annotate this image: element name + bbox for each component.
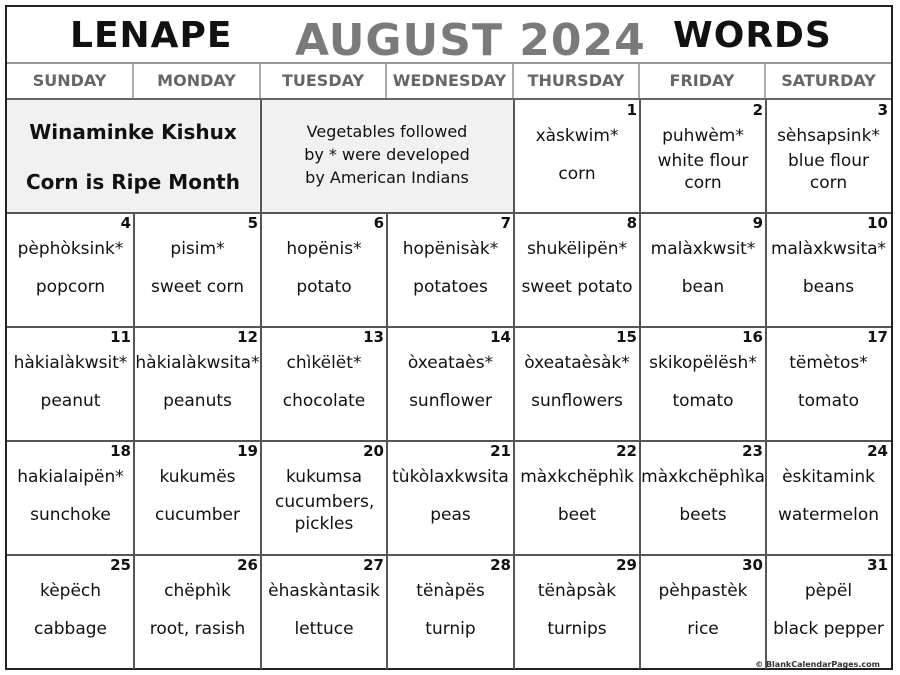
lenape-word — [640, 353, 766, 373]
lenape-word-text: chìkëlët — [286, 353, 353, 373]
day-cell — [7, 555, 134, 669]
english-translation: popcorn — [35, 277, 106, 297]
day-number: 10 — [867, 214, 888, 232]
english-translation: turnips — [547, 619, 607, 639]
day-number: 28 — [490, 556, 511, 574]
day-number: 20 — [363, 442, 384, 460]
day-number: 17 — [867, 328, 888, 346]
lenape-word-text: màxkchëphìka — [641, 467, 765, 487]
native-vegetable-marker: * — [484, 353, 494, 373]
lenape-word — [134, 239, 261, 259]
title-left: LENAPE — [70, 15, 233, 56]
lenape-word — [261, 353, 387, 373]
day-number: 6 — [373, 214, 384, 232]
title-row — [5, 5, 893, 66]
english-translation: peanuts — [163, 391, 232, 411]
title-month: AUGUST 2024 — [295, 15, 646, 66]
english-translation: sunflower — [409, 391, 492, 411]
day-number: 1 — [626, 101, 637, 119]
lenape-word-text: kukumsa — [285, 467, 363, 487]
lenape-word-text: malàxkwsit — [650, 239, 747, 259]
lenape-word — [7, 353, 134, 373]
vegetables-note — [261, 100, 513, 212]
day-number: 22 — [616, 442, 637, 460]
day-number: 5 — [247, 214, 258, 232]
day-cell — [640, 100, 766, 213]
weekday-monday: MONDAY — [134, 64, 261, 98]
native-vegetable-marker: * — [859, 353, 868, 373]
day-cell — [514, 100, 640, 213]
english-translation: rice — [687, 619, 719, 639]
day-cell — [134, 555, 261, 669]
lenape-word — [766, 353, 891, 373]
weekday-tuesday: TUESDAY — [261, 64, 387, 98]
month-name-english: Corn is Ripe Month — [26, 170, 240, 194]
english-translation: watermelon — [777, 505, 880, 525]
day-cell — [640, 213, 766, 327]
title-right: WORDS — [673, 15, 832, 56]
lenape-word-text: sèhsapsink — [777, 126, 872, 146]
day-cell — [261, 441, 387, 555]
day-number: 3 — [877, 101, 888, 119]
native-vegetable-marker: * — [118, 353, 128, 373]
weekday-thursday: THURSDAY — [514, 64, 640, 98]
lenape-word-text: tënàpës — [416, 581, 485, 601]
day-cell — [387, 555, 514, 669]
day-number: 11 — [110, 328, 131, 346]
day-number: 2 — [752, 101, 763, 119]
day-cell — [261, 555, 387, 669]
lenape-word — [134, 467, 261, 487]
footer-credit: © BlankCalendarPages.com — [755, 660, 880, 669]
lenape-word — [640, 467, 766, 487]
english-translation: beets — [679, 505, 727, 525]
english-translation: sweet potato — [521, 277, 633, 297]
lenape-word-text: pisim — [170, 239, 217, 259]
lenape-word-text: puhwèm — [662, 126, 736, 146]
lenape-word — [514, 126, 640, 146]
lenape-word — [387, 353, 514, 373]
lenape-word-text: hàkialàkwsit — [13, 353, 119, 373]
english-translation: bean — [681, 277, 725, 297]
lenape-word-text: skikopëlësh — [649, 353, 749, 373]
english-translation: potatoes — [413, 277, 488, 297]
lenape-word-text: hopënis — [286, 239, 354, 259]
day-number: 15 — [616, 328, 637, 346]
lenape-word — [514, 467, 640, 487]
native-vegetable-marker: * — [251, 353, 260, 373]
english-translation: peas — [430, 505, 471, 525]
native-vegetable-marker: * — [115, 467, 124, 487]
lenape-word-text: xàskwim — [535, 126, 610, 146]
lenape-word-text: shukëlipën — [526, 239, 619, 259]
day-cell — [640, 555, 766, 669]
lenape-word-text: malàxkwsita — [770, 239, 878, 259]
lenape-word-text: kukumës — [159, 467, 236, 487]
day-cell — [387, 327, 514, 441]
lenape-word-text: òxeataèsàk — [524, 353, 622, 373]
english-translation: cabbage — [33, 619, 107, 639]
weekday-saturday: SATURDAY — [781, 71, 876, 90]
lenape-word — [7, 581, 134, 601]
day-number: 24 — [867, 442, 888, 460]
month-name-lenape: Winaminke Kishux — [29, 120, 237, 144]
english-translation: tomato — [672, 391, 734, 411]
lenape-word — [134, 581, 261, 601]
english-translation: turnip — [425, 619, 476, 639]
english-translation: sunflowers — [531, 391, 623, 411]
day-number: 12 — [237, 328, 258, 346]
lenape-word — [766, 581, 891, 601]
lenape-word-text: pèphòksink — [17, 239, 115, 259]
english-translation: sweet corn — [151, 277, 244, 297]
day-number: 9 — [752, 214, 763, 232]
lenape-word-text: kèpëch — [39, 581, 102, 601]
lenape-word — [134, 353, 261, 373]
lenape-word — [7, 467, 134, 487]
day-cell — [640, 441, 766, 555]
lenape-word — [766, 467, 891, 487]
english-translation: beet — [557, 505, 597, 525]
day-number: 8 — [626, 214, 637, 232]
day-number: 21 — [490, 442, 511, 460]
native-vegetable-marker: * — [746, 239, 756, 259]
native-vegetable-marker: * — [216, 239, 225, 259]
day-number: 30 — [742, 556, 763, 574]
native-vegetable-marker: * — [871, 126, 880, 146]
lenape-word — [514, 239, 640, 259]
english-translation: corn — [558, 164, 596, 184]
day-number: 27 — [363, 556, 384, 574]
weekday-wednesday: WEDNESDAY — [387, 64, 514, 98]
lenape-word-text: tënàpsàk — [537, 581, 617, 601]
day-cell — [134, 327, 261, 441]
lenape-word-text: pèpël — [804, 581, 853, 601]
day-cell — [514, 441, 640, 555]
day-number: 26 — [237, 556, 258, 574]
native-vegetable-marker: * — [735, 126, 744, 146]
day-cell — [387, 441, 514, 555]
lenape-word-text: òxeataès — [407, 353, 485, 373]
native-vegetable-marker: * — [621, 353, 630, 373]
lenape-word — [640, 126, 766, 146]
day-cell — [7, 327, 134, 441]
day-cell — [261, 213, 387, 327]
english-translation: cucumbers, pickles — [275, 492, 375, 534]
day-cell — [134, 441, 261, 555]
lenape-word — [514, 353, 640, 373]
weekday-friday: FRIDAY — [640, 64, 766, 98]
english-translation: tomato — [797, 391, 860, 411]
english-translation: blue flour corn — [787, 151, 870, 193]
day-number: 19 — [237, 442, 258, 460]
day-number: 13 — [363, 328, 384, 346]
lenape-word — [640, 581, 766, 601]
lenape-word-text: hàkialàkwsita — [135, 353, 252, 373]
english-translation: white flour corn — [657, 151, 749, 193]
day-cell — [514, 327, 640, 441]
day-number: 7 — [500, 214, 511, 232]
lenape-word — [387, 467, 514, 487]
day-number: 23 — [742, 442, 763, 460]
month-name-note — [7, 100, 259, 212]
native-vegetable-marker: * — [609, 126, 619, 146]
lenape-word-text: èskitamink — [782, 467, 875, 487]
day-cell — [7, 441, 134, 555]
weekday-sunday: SUNDAY — [7, 64, 134, 98]
english-translation: peanut — [40, 391, 101, 411]
native-vegetable-marker: * — [877, 239, 887, 259]
lenape-word-text: èhaskàntasik — [268, 581, 380, 601]
day-cell — [766, 327, 891, 441]
day-cell — [134, 213, 261, 327]
day-cell — [766, 213, 891, 327]
english-translation: potato — [296, 277, 352, 297]
day-number: 29 — [616, 556, 637, 574]
day-number: 31 — [867, 556, 888, 574]
lenape-word-text: hopënisàk — [402, 239, 490, 259]
day-number: 18 — [110, 442, 131, 460]
day-number: 4 — [120, 214, 131, 232]
lenape-word-text: tùkòlaxkwsita — [392, 467, 509, 487]
vegetables-note-line-2: by * were developed — [304, 145, 470, 164]
lenape-word-text: tëmètos — [789, 353, 860, 373]
lenape-word-text: màxkchëphìk — [520, 467, 634, 487]
lenape-word — [514, 581, 640, 601]
day-cell — [7, 213, 134, 327]
day-cell — [387, 213, 514, 327]
lenape-word — [261, 239, 387, 259]
lenape-word — [387, 581, 514, 601]
english-translation: sunchoke — [30, 505, 111, 525]
day-cell — [766, 555, 891, 669]
day-cell — [640, 327, 766, 441]
lenape-word — [261, 467, 387, 487]
day-number: 16 — [742, 328, 763, 346]
lenape-word — [7, 239, 134, 259]
day-number: 14 — [490, 328, 511, 346]
native-vegetable-marker: * — [748, 353, 757, 373]
lenape-word-text: pèhpastèk — [658, 581, 748, 601]
native-vegetable-marker: * — [114, 239, 124, 259]
english-translation: lettuce — [294, 619, 354, 639]
day-cell — [514, 555, 640, 669]
vegetables-note-line-3: by American Indians — [305, 168, 469, 187]
english-translation: beans — [802, 277, 855, 297]
lenape-word-text: hakialaipën — [17, 467, 116, 487]
english-translation: chocolate — [282, 391, 366, 411]
native-vegetable-marker: * — [352, 353, 362, 373]
day-cell — [514, 213, 640, 327]
day-number: 25 — [110, 556, 131, 574]
vegetables-note-line-1: Vegetables followed — [306, 122, 468, 141]
native-vegetable-marker: * — [353, 239, 362, 259]
day-cell — [766, 441, 891, 555]
english-translation: cucumber — [154, 505, 241, 525]
english-translation: black pepper — [773, 619, 884, 639]
day-cell — [261, 327, 387, 441]
lenape-word — [640, 239, 766, 259]
lenape-word — [766, 239, 891, 259]
lenape-word-text: chëphìk — [164, 581, 231, 601]
english-translation: root, rasish — [149, 619, 246, 639]
day-cell — [766, 100, 891, 213]
lenape-word — [387, 239, 514, 259]
lenape-word — [766, 126, 891, 146]
native-vegetable-marker: * — [618, 239, 628, 259]
native-vegetable-marker: * — [489, 239, 499, 259]
lenape-word — [261, 581, 387, 601]
